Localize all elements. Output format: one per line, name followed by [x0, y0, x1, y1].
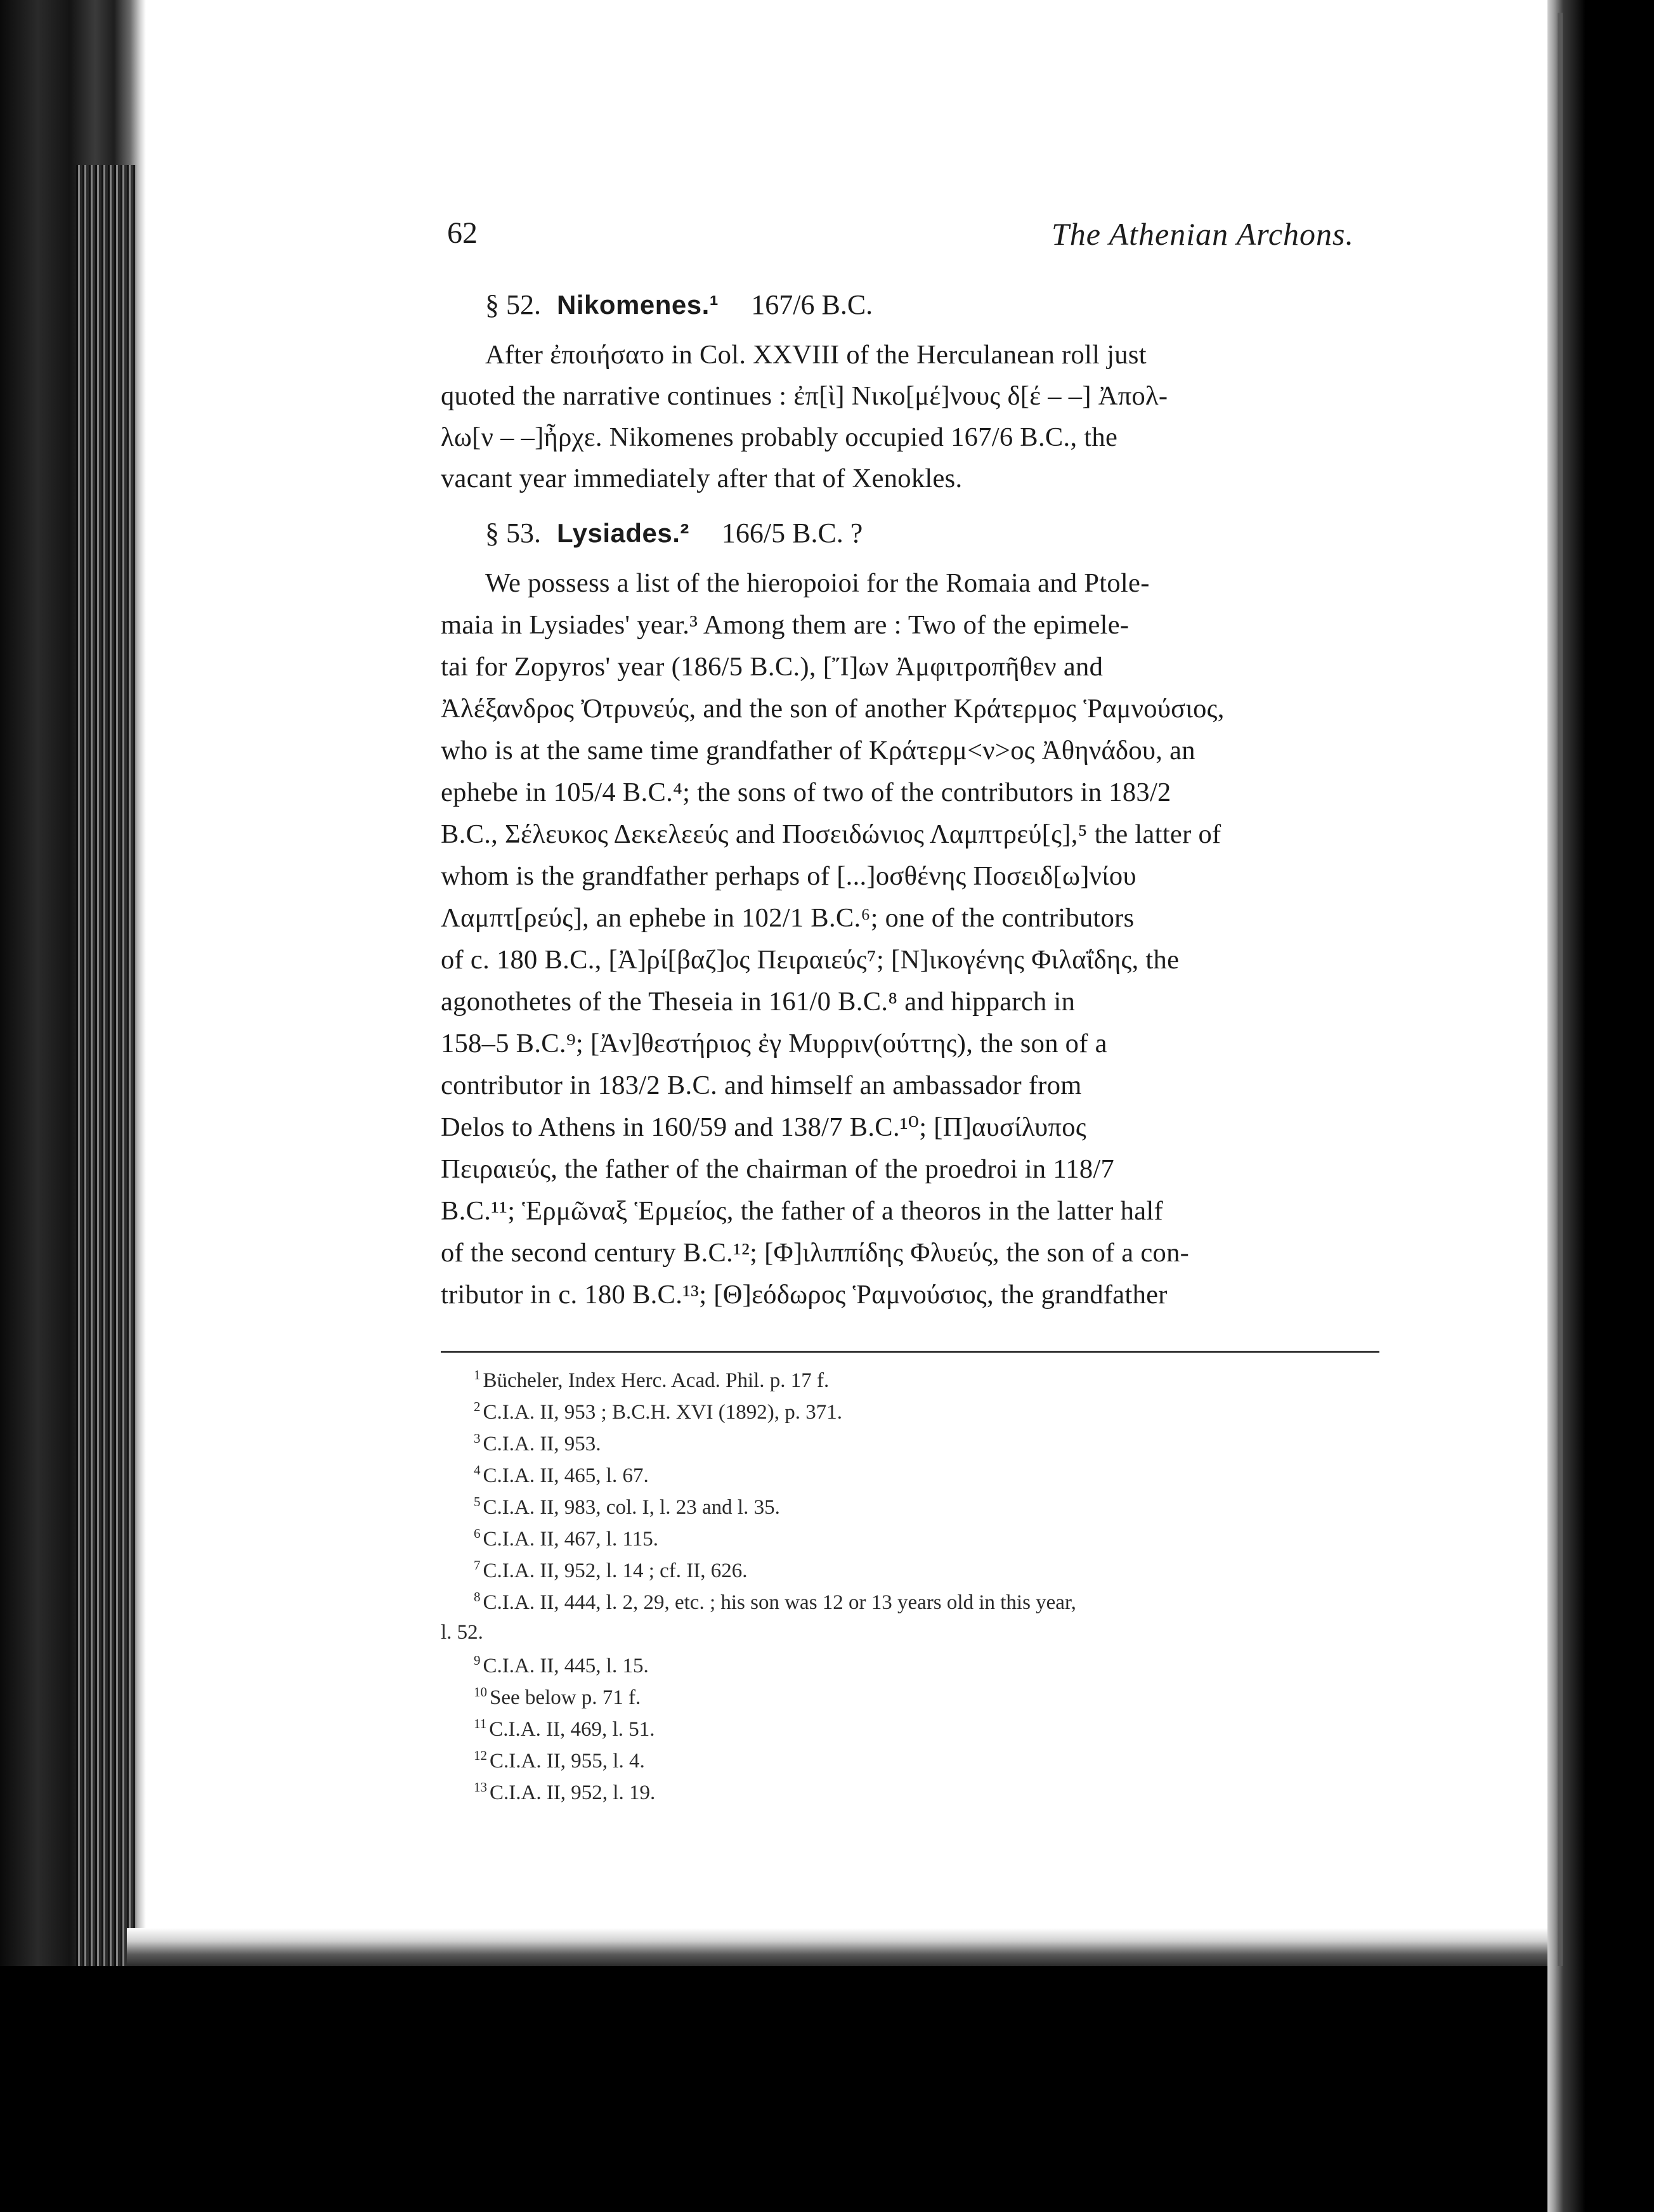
archon-name: Lysiades.² — [557, 518, 689, 548]
page-right-border — [1558, 13, 1563, 1966]
body-line: 158–5 B.C.⁹; [Ἀν]θεστήριος ἐγ Μυρριν(ούττης), the son of a — [441, 1029, 1107, 1058]
footnote-continuation: l. 52. — [441, 1621, 483, 1644]
footnote: $^5$ C.I.A. II, 983, col. I, l. 23 and l. 35. — [474, 1494, 780, 1519]
section-heading-52 — [485, 289, 873, 321]
footnote: $^1$ Bücheler, Index Herc. Acad. Phil. p. 17 f. — [474, 1367, 830, 1392]
body-line: Ἀλέξανδρος Ὀτρυνεύς, and the son of another Κράτερμος Ῥαμνούσιος, — [441, 694, 1225, 724]
page-edges-stack — [76, 165, 136, 1991]
body-line: quoted the narrative continues : ἐπ[ὶ] Νικο[μέ]νους δ[έ – –] Ἀπολ- — [441, 381, 1168, 411]
footnote: $^3$ C.I.A. II, 953. — [474, 1431, 601, 1455]
body-line: of the second century B.C.¹²; [Φ]ιλιππίδης Φλυεύς, the son of a con- — [441, 1238, 1190, 1268]
body-line: whom is the grandfather perhaps of [...]οσθένης Ποσειδ[ω]νίου — [441, 861, 1136, 891]
page-number: 62 — [447, 216, 478, 250]
scan-background-bottom — [0, 1966, 1654, 2212]
footnote: $^{11}$ C.I.A. II, 469, l. 51. — [474, 1716, 655, 1741]
body-line: contributor in 183/2 B.C. and himself an ambassador from — [441, 1070, 1082, 1100]
archon-date: 167/6 B.C. — [751, 289, 873, 320]
body-line: who is at the same time grandfather of Κράτερμ<ν>ος Ἀθηνάδου, an — [441, 736, 1195, 765]
footnote: $^9$ C.I.A. II, 445, l. 15. — [474, 1653, 649, 1677]
footnote: $^2$ C.I.A. II, 953 ; B.C.H. XVI (1892), p. 371. — [474, 1399, 842, 1424]
body-line: maia in Lysiades' year.³ Among them are : Two of the epimele- — [441, 610, 1130, 640]
section-mark: § 52. — [485, 289, 541, 320]
footnote: $^{13}$ C.I.A. II, 952, l. 19. — [474, 1779, 656, 1804]
body-line: λω[ν – –]ἦρχε. Nikomenes probably occupied 167/6 B.C., the — [441, 422, 1118, 452]
footnote: $^7$ C.I.A. II, 952, l. 14 ; cf. II, 626. — [474, 1558, 748, 1582]
archon-date: 166/5 B.C. ? — [721, 517, 863, 549]
body-line: We possess a list of the hieropoioi for the Romaia and Ptole- — [485, 568, 1150, 598]
body-line: After ἐποιήσατο in Col. XXVIII of the Herculanean roll just — [485, 340, 1147, 370]
body-line: of c. 180 B.C., [Ἀ]ρί[βαζ]ος Πειραιεύς⁷; [Ν]ικογένης Φιλαΐδης, the — [441, 945, 1180, 975]
page-header — [441, 203, 1379, 254]
footnote: $^4$ C.I.A. II, 465, l. 67. — [474, 1462, 649, 1487]
footnote: $^8$ C.I.A. II, 444, l. 2, 29, etc. ; his son was 12 or 13 years old in this year, — [474, 1589, 1076, 1614]
body-line: vacant year immediately after that of Xenokles. — [441, 464, 963, 493]
section-mark: § 53. — [485, 517, 541, 549]
body-line: Λαμπτ[ρεύς], an ephebe in 102/1 B.C.⁶; one of the contributors — [441, 903, 1135, 933]
body-line: B.C.¹¹; Ἑρμῶναξ Ἑρμείος, the father of a theoros in the latter half — [441, 1196, 1163, 1226]
footnote: $^6$ C.I.A. II, 467, l. 115. — [474, 1526, 659, 1551]
running-title: The Athenian Archons. — [1051, 216, 1354, 252]
body-line: agonothetes of the Theseia in 161/0 B.C.⁸ and hipparch in — [441, 987, 1076, 1017]
footnote-divider — [441, 1351, 1379, 1353]
body-line: ephebe in 105/4 B.C.⁴; the sons of two of the contributors in 183/2 — [441, 777, 1171, 807]
body-line: Πειραιεύς, the father of the chairman of the proedroi in 118/7 — [441, 1154, 1115, 1184]
footnote: $^{10}$ See below p. 71 f. — [474, 1684, 641, 1709]
body-line: Delos to Athens in 160/59 and 138/7 B.C.¹⁰; [Π]αυσίλυπος — [441, 1112, 1086, 1142]
body-line: tai for Zopyros' year (186/5 B.C.), [Ἴ]ων Ἀμφιτροπῆθεν and — [441, 652, 1104, 682]
archon-name: Nikomenes.¹ — [557, 290, 719, 320]
section-heading-53 — [485, 517, 863, 549]
scan-background-right — [1547, 0, 1654, 2212]
body-line: B.C., Σέλευκος Δεκελεεύς and Ποσειδώνιος Λαμπτρεύ[ς],⁵ the latter of — [441, 819, 1221, 849]
body-line: tributor in c. 180 B.C.¹³; [Θ]εόδωρος Ῥαμνούσιος, the grandfather — [441, 1280, 1168, 1310]
footnote: $^{12}$ C.I.A. II, 955, l. 4. — [474, 1748, 645, 1773]
page-bottom-shadow — [127, 1928, 1547, 1966]
